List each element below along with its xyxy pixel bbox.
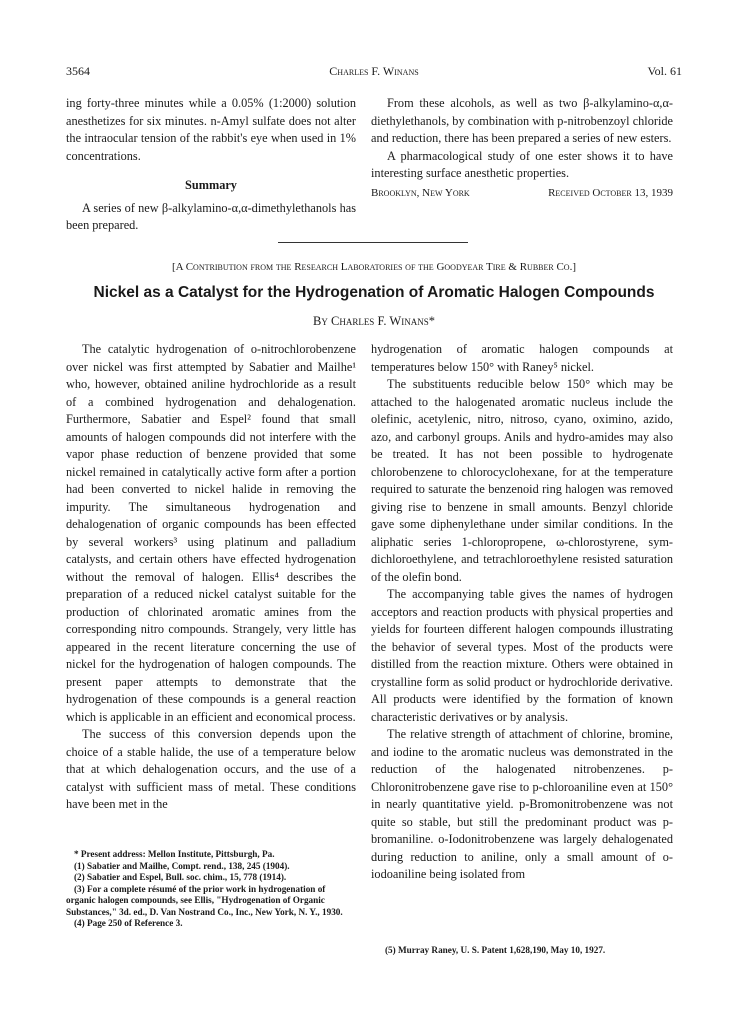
footnotes xyxy=(66,849,356,930)
body-paragraph: The relative strength of attachment of chlorine, bromine, and iodine to the aromatic nucleus was demonstrated in the reduction of the halogenated nitrobenzenes. p-Chloronitrobenzene gave rise to p-chloroaniline even at 150° in nearly quantitative yield. p-Bromonitrobenzene was not quite so stable, but still the predominant product was p-bromaniline. o-Iodonitrobenzene was largely dehalogenated during reduction to aniline, only a small amount of o-iodoaniline being isolated from xyxy=(371,727,673,881)
prev-article-left-column xyxy=(66,95,356,235)
received-date: Received October 13, 1939 xyxy=(548,186,673,199)
running-head xyxy=(66,64,682,80)
body-paragraph: The success of this conversion depends upon the choice of a stable halide, the use of a temperature below that at which dehalogenation occurs, and the use of a catalyst with sufficient mass of metal. These conditions have been met in the xyxy=(66,727,356,811)
affiliation-place: Brooklyn, New York xyxy=(371,186,470,199)
page-number: 3564 xyxy=(66,64,90,78)
body-paragraph: The substituents reducible below 150° which may be attached to the halogenated aromatic nucleus include the olefinic, acetylenic, nitro, nitroso, cyano, oximino, azido, azo, and carbonyl groups. Anils and hydro-amides may also be treated. It has not been possible to hydrogenate chlorobenzene to chlorocyclohexane, for at the temperature required to saturate the benzenoid ring halogen was removed giving rise to benzene in small amounts. Benzyl chloride gave some diphenylethane under similar conditions. In the aliphatic series 1-chloropropene, ω-chlorostyrene, sym-dichloroethylene, and tetrachloroethylene resisted saturation of the olefin bond. xyxy=(371,377,673,584)
footnote-2: (2) Sabatier and Espel, Bull. soc. chim., 15, 778 (1914). xyxy=(74,872,287,882)
footnote-4: (4) Page 250 of Reference 3. xyxy=(74,918,183,928)
footnote-1: (1) Sabatier and Mailhe, Compt. rend., 138, 245 (1904). xyxy=(74,860,290,871)
body-paragraph: hydrogenation of aromatic halogen compounds at temperatures below 150° with Raney⁵ nickel. xyxy=(371,342,673,374)
affiliation-line xyxy=(371,185,673,203)
summary-heading: Summary xyxy=(185,178,237,192)
body-paragraph: The accompanying table gives the names of hydrogen acceptors and reaction products with physical properties and yields for fourteen different halogen compounds illustrating the behavior of several types. Most of the products were distilled from the reaction mixture. Others were obtained in crystalline form as solid product or hydrochloride derivative. All products were identified by the formation of known characteristic derivatives or by analysis. xyxy=(371,587,673,724)
footnote-5: (5) Murray Raney, U. S. Patent 1,628,190, May 10, 1927. xyxy=(385,945,606,955)
section-divider xyxy=(278,242,468,243)
prev-article-paragraph: ing forty-three minutes while a 0.05% (1:2000) solution anesthetizes for six minutes. n-Amyl sulfate does not alter the intraocular tension of the rabbit's eye when used in 1% concentrations. xyxy=(66,96,356,163)
contribution-line: [A Contribution from the Research Laboratories of the Goodyear Tire & Rubber Co.] xyxy=(171,261,577,273)
article-left-column xyxy=(66,341,356,814)
article-title: Nickel as a Catalyst for the Hydrogenation of Aromatic Halogen Compounds xyxy=(93,284,655,301)
article-right-column xyxy=(371,341,673,884)
footnote-3: (3) For a complete résumé of the prior work in hydrogenation of organic halogen compounds, see Ellis, "Hydrogenation of Organic Substances," 3d. ed., D. Van Nostrand Co., Inc., New York, N. Y., 1930. xyxy=(66,883,343,917)
footnote-star: * Present address: Mellon Institute, Pittsburgh, Pa. xyxy=(74,849,275,859)
volume-number: Vol. 61 xyxy=(647,64,682,78)
body-paragraph: The catalytic hydrogenation of o-nitrochlorobenzene over nickel was first attempted by Sabatier and Mailhe¹ who, however, obtained aniline hydrochloride as a result of a combined hydrogenation and dehalogenation. Furthermore, Sabatier and Espel² found that small amounts of halogen compounds did not interfere with the vapor phase reduction of benzene provided that some nickel remained in catalytically active form after a portion had been converted to nickel halide in removing the impurity. The simultaneous hydrogenation and dehalogenation of organic compounds has been effected by several workers³ using platinum and palladium catalysts, and certain others have effected hydrogenation without the removal of halogen. Ellis⁴ describes the preparation of a reduced nickel catalyst suitable for the production of chlorinated aromatic amines from the corresponding nitro compounds. Strangely, very little has appeared in the recent literature concerning the use of nickel for the hydrogenation of halogen compounds. The present paper attempts to demonstrate that the hydrogenation of these compounds is a general reaction which is applicable in an efficient and economical process. xyxy=(66,342,356,724)
prev-article-paragraph: A pharmacological study of one ester shows it to have interesting surface anesthetic properties. xyxy=(371,148,673,180)
prev-article-right-column xyxy=(371,95,673,202)
prev-article-paragraph: From these alcohols, as well as two β-alkylamino-α,α-diethylethanols, by combination with p-nitrobenzoyl chloride and reduction, there has been prepared a series of new esters. xyxy=(371,96,673,145)
byline: By Charles F. Winans* xyxy=(313,314,435,328)
running-head-author: Charles F. Winans xyxy=(329,64,419,78)
summary-paragraph: A series of new β-alkylamino-α,α-dimethylethanols has been prepared. xyxy=(66,200,356,232)
